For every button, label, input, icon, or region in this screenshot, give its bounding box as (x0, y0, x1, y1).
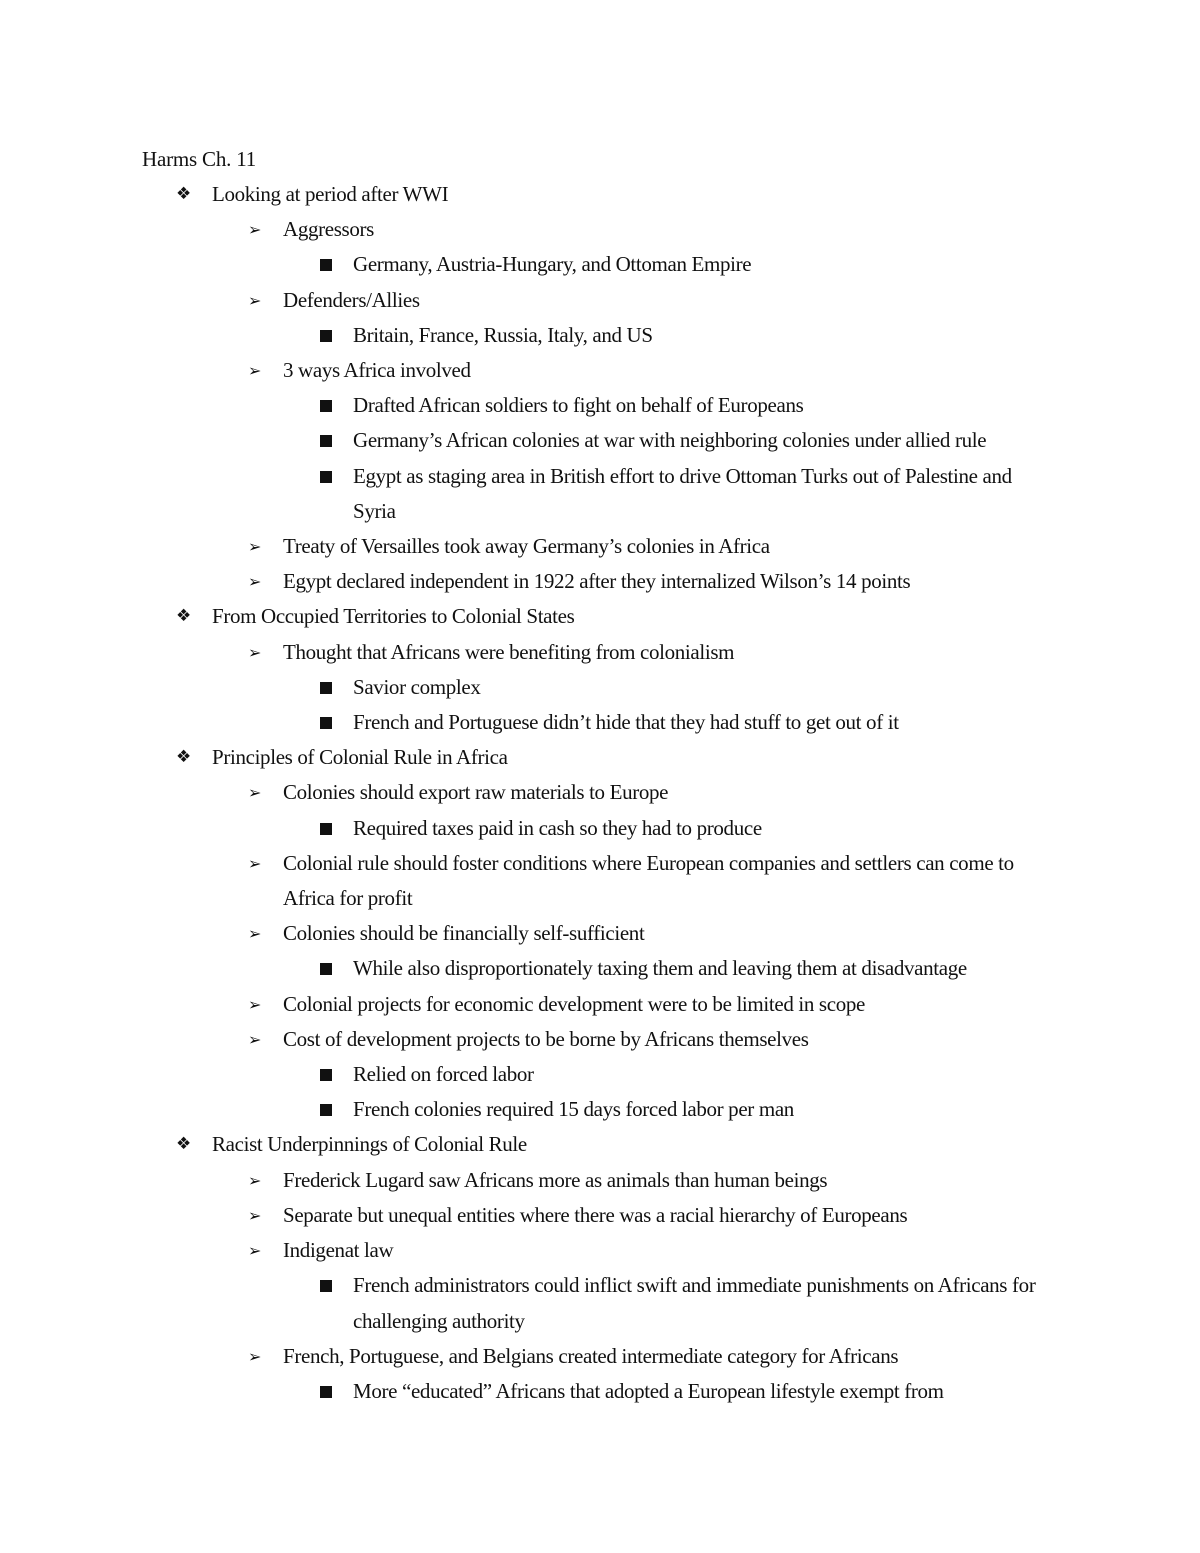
outline-item-text: Racist Underpinnings of Colonial Rule (212, 1132, 527, 1157)
square-bullet-icon (320, 330, 332, 342)
arrowhead-bullet-icon: ➢ (248, 783, 262, 803)
outline-item-text: Principles of Colonial Rule in Africa (212, 745, 508, 770)
arrowhead-bullet-icon: ➢ (248, 1241, 262, 1261)
outline-item-text: Colonies should be financially self-sufficient (283, 921, 645, 946)
outline-item-text: Colonies should export raw materials to Europe (283, 780, 669, 805)
outline-item-text: Savior complex (353, 674, 481, 699)
arrowhead-bullet-icon: ➢ (248, 853, 262, 873)
diamond-bullet-icon: ❖ (176, 184, 191, 204)
arrowhead-bullet-icon: ➢ (248, 572, 262, 592)
outline-item-text: Germany, Austria-Hungary, and Ottoman Empire (353, 252, 752, 277)
outline-item-text: French and Portuguese didn’t hide that they had stuff to get out of it (353, 710, 899, 735)
outline-item-text: French colonies required 15 days forced labor per man (353, 1097, 794, 1122)
square-bullet-icon (320, 435, 332, 447)
document-title: Harms Ch. 11 (142, 147, 257, 171)
outline-item-text: Germany’s African colonies at war with neighboring colonies under allied rule (353, 428, 987, 453)
arrowhead-bullet-icon: ➢ (248, 924, 262, 944)
square-bullet-icon (320, 259, 332, 271)
square-bullet-icon (320, 471, 332, 483)
outline-item-level3 (0, 423, 1200, 458)
outline-item-text: More “educated” Africans that adopted a European lifestyle exempt from (353, 1378, 944, 1403)
outline-item-text: Thought that Africans were benefiting from colonialism (283, 639, 735, 664)
outline-item-level3 (0, 705, 1200, 740)
diamond-bullet-icon: ❖ (176, 747, 191, 768)
outline-item-level2 (0, 987, 1200, 1022)
outline-item-level2 (0, 1163, 1200, 1198)
outline-item-level2 (0, 846, 1200, 916)
outline-item-level2 (0, 564, 1200, 599)
outline-item-level2 (0, 283, 1200, 318)
outline-item-level2 (0, 353, 1200, 388)
outline-item-level2 (0, 212, 1200, 247)
outline-item-text: French, Portuguese, and Belgians created intermediate category for Africans (283, 1343, 899, 1368)
outline-item-level1 (0, 177, 1200, 212)
outline-item-level3 (0, 247, 1200, 282)
diamond-bullet-icon: ❖ (176, 1134, 191, 1155)
outline-item-level2 (0, 1339, 1200, 1374)
arrowhead-bullet-icon: ➢ (248, 1346, 262, 1366)
outline-item-text: Defenders/Allies (283, 287, 420, 312)
outline-item-level3 (0, 1057, 1200, 1092)
outline-item-level1 (0, 740, 1200, 775)
square-bullet-icon (320, 682, 332, 694)
outline-item-level1 (0, 1127, 1200, 1162)
arrowhead-bullet-icon: ➢ (248, 642, 262, 662)
outline-item-level3 (0, 1092, 1200, 1127)
arrowhead-bullet-icon: ➢ (248, 361, 262, 381)
outline-item-level2 (0, 1198, 1200, 1233)
outline-item-text: Indigenat law (283, 1238, 394, 1263)
diamond-bullet-icon: ❖ (176, 606, 191, 627)
outline-item-text: Treaty of Versailles took away Germany’s colonies in Africa (283, 534, 770, 559)
notes-outline (0, 177, 1200, 1409)
square-bullet-icon (320, 1069, 332, 1081)
outline-item-level2 (0, 635, 1200, 670)
square-bullet-icon (320, 963, 332, 975)
outline-item-text: Required taxes paid in cash so they had to produce (353, 815, 762, 840)
arrowhead-bullet-icon: ➢ (248, 1205, 262, 1225)
outline-item-level3 (0, 1374, 1200, 1409)
arrowhead-bullet-icon: ➢ (248, 537, 262, 557)
outline-item-text: 3 ways Africa involved (283, 358, 471, 383)
arrowhead-bullet-icon: ➢ (248, 290, 262, 310)
outline-item-text: Egypt as staging area in British effort to drive Ottoman Turks out of Palestine and Syria (353, 463, 1012, 523)
outline-item-text: Britain, France, Russia, Italy, and US (353, 322, 653, 347)
arrowhead-bullet-icon: ➢ (248, 1029, 262, 1049)
outline-item-text: Separate but unequal entities where there was a racial hierarchy of Europeans (283, 1202, 908, 1227)
outline-item-text: Looking at period after WWI (212, 182, 449, 206)
arrowhead-bullet-icon: ➢ (248, 994, 262, 1014)
outline-item-level3 (0, 951, 1200, 986)
outline-item-text: Cost of development projects to be borne by Africans themselves (283, 1026, 809, 1051)
outline-item-text: French administrators could inflict swift and immediate punishments on Africans for challenging authority (353, 1273, 1036, 1333)
outline-item-text: While also disproportionately taxing them and leaving them at disadvantage (353, 956, 967, 981)
outline-item-text: From Occupied Territories to Colonial States (212, 604, 575, 629)
outline-item-level2 (0, 916, 1200, 951)
outline-item-level3 (0, 318, 1200, 353)
square-bullet-icon (320, 1386, 332, 1398)
outline-item-text: Drafted African soldiers to fight on behalf of Europeans (353, 393, 804, 418)
outline-item-text: Frederick Lugard saw Africans more as animals than human beings (283, 1167, 828, 1192)
outline-item-level3 (0, 459, 1200, 529)
outline-item-level2 (0, 1022, 1200, 1057)
outline-item-text: Colonial rule should foster conditions where European companies and settlers can come to Africa for profit (283, 850, 1014, 911)
square-bullet-icon (320, 1280, 332, 1292)
outline-item-level1 (0, 599, 1200, 634)
outline-item-text: Egypt declared independent in 1922 after they internalized Wilson’s 14 points (283, 569, 911, 594)
outline-item-level2 (0, 529, 1200, 564)
outline-item-level3 (0, 670, 1200, 705)
outline-item-level3 (0, 388, 1200, 423)
square-bullet-icon (320, 1104, 332, 1116)
arrowhead-bullet-icon: ➢ (248, 220, 262, 240)
square-bullet-icon (320, 717, 332, 729)
arrowhead-bullet-icon: ➢ (248, 1170, 262, 1190)
outline-item-level3 (0, 1268, 1200, 1338)
outline-item-text: Relied on forced labor (353, 1062, 534, 1087)
square-bullet-icon (320, 823, 332, 835)
outline-item-text: Colonial projects for economic development were to be limited in scope (283, 991, 865, 1016)
square-bullet-icon (320, 400, 332, 412)
outline-item-level2 (0, 775, 1200, 810)
outline-item-level2 (0, 1233, 1200, 1268)
outline-item-level3 (0, 811, 1200, 846)
outline-item-text: Aggressors (283, 217, 374, 242)
